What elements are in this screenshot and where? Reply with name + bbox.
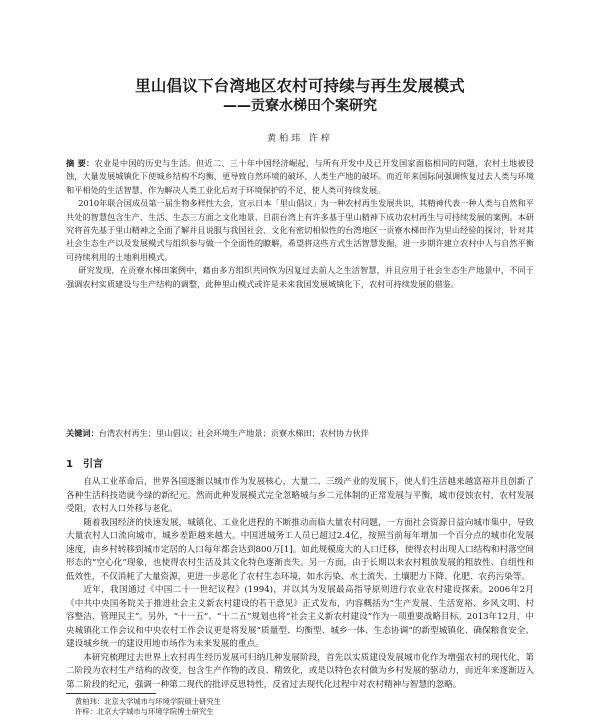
author-line: 黄柏玮 许梓 <box>267 134 333 144</box>
abstract-paragraph: 研究发现，在贡寮水梯田案例中，藉由多方组织共同恢为因复过去前人之生活智慧，并且应用于社会生态生产地景中，不同于强调农村实质建设与生产结构的调整，此种里山模式或许是未来我国发展城镇化下，农村可持续发展的借鉴。 <box>66 265 534 289</box>
body-text <box>66 476 534 692</box>
section-title: 引言 <box>82 459 103 470</box>
section-number: 1 <box>66 459 73 470</box>
keywords-label: 关键词： <box>66 428 99 438</box>
footnotes <box>75 697 221 717</box>
paper-title: 里山倡议下台湾地区农村可持续与再生发展模式 <box>135 77 465 95</box>
section-heading <box>66 455 113 470</box>
abstract-paragraph: 2010年联合国成员第一届生物多样性大会，宣示日本「里山倡议」为一种农村再生发展共识，其精神代表一种人类与自然和平共处的智慧包含生产、生活、生态三方面之文化地景，目前台湾上有许多基于里山精神下成功农村再生与可持续发展的案例。本研究将首先基于里山精神之全面了解并且说服与我国社会、文化有密切相似性的台湾地区一贡寮水梯田作为里山经验的探讨，针对其社会生态生产以及发展模式与组织参与做一个全面性的瞭解，希望将这些方式生活智慧发掘，进一步期许建立农村中人与自然平衡可持续利用的土地利用模式。 <box>66 198 534 262</box>
keywords-text: 台湾农村再生；里山倡议；社会环境生产地景；贡寮水梯田；农村协力伙伴 <box>98 428 369 438</box>
footnote: 黄柏玮：北京大学城市与环境学院硕士研究生 <box>75 697 221 706</box>
abstract-label: 摘 要： <box>66 158 95 168</box>
footnote-rule <box>66 693 156 694</box>
footnote: 许梓：北京大学城市与环境学院博士研究生 <box>75 707 214 716</box>
body-paragraph: 本研究梳理过去世界上农村再生经历发展可归纳几种发展阶段，首先以实质建设发展城市化作为增强农村的现代化，第二阶段为农村生产结构的改变，包含生产作物的改良、精致化，或是以特色农村做为乡村发展的驱动力，而近年来逐渐迈入第二阶段的纪元，强调一种第二现代的批评反思特性，反省过去现代化过程中对农村精神与智慧的忽略。 <box>66 652 534 690</box>
abstract-paragraph: 摘 要：农业是中国的历史与生活。但近二、三十年中国经济崛起，与所有开发中及已开发国家面临相同的问题，农村土地被侵蚀，大量发展城镇化下使城乡结构不均衡，更导致自然环境的破坏、人类生产地的破坏。而近年来国际间强调恢复过去人类与环境和平相处的生活智慧，作为解决人类工业化后对于环境保护的不足，使人类可持续发展。 <box>66 158 534 195</box>
body-paragraph: 自从工业革命后，世界各国逐渐以城市作为发展核心，大量二、三级产业的发展下，使人们生活越来越富裕并且创新了各种生活科技造就今绿的新纪元。然而此种发展模式完全忽略城与乡二元体制的正常发展与平衡，城市侵蚀农村，农村发展受阻，农村人口外移与老化。 <box>66 477 534 514</box>
abstract <box>66 157 534 291</box>
body-paragraph: 近年，我国通过《中国二十一世纪议程》(1994)，并以其为发展最高指导原则进行农业农村建设探索。2006年2月《中共中央国务院关于推进社会主义新农村建设的若干意见》正式发布，内容概括为“生产发展、生活宽裕、乡风文明、村容整洁、管理民主”。另外，“十一五”、“十二五”规划也将“社会主义新农村建设”作为一项重要战略目标。2013年12月，中央城镇化工作会议和中央农村工作会议更是将发展“质量型、均衡型、城乡一体、生态协调”的新型城镇化、确保粮食安全、建设城乡统一的建设用地市场作为未来发展的重点。 <box>66 585 534 649</box>
keywords <box>66 428 534 439</box>
body-paragraph: 随着我国经济的快速发展，城镇化、工业化进程的不断推动而临大量农村问题，一方面社会资源日益向城市集中，导致大量农村人口流向城市，城乡差距越来越大。中国进城务工人员已超过2.4亿，按照当前每年增加一个百分点的城市化发展速度，由乡村转移到城市定居的人口每年都会达到800万[1]。如此规模庞大的人口迁移，使得农村出现人口结构和村落空间形态的“空心化”现象，也使得农村生活及其文化特色逐渐丧失。另一方面，由于长期以来农村粗放发展的粗放性、自组性和低效性，不仅消耗了大量资源，更进一步恶化了农村生态环境，如水污染、水土流失、土壤肥力下降、化肥、农药污染等。 <box>66 517 534 582</box>
paper-subtitle: ——贡寮水梯田个案研究 <box>223 98 377 114</box>
